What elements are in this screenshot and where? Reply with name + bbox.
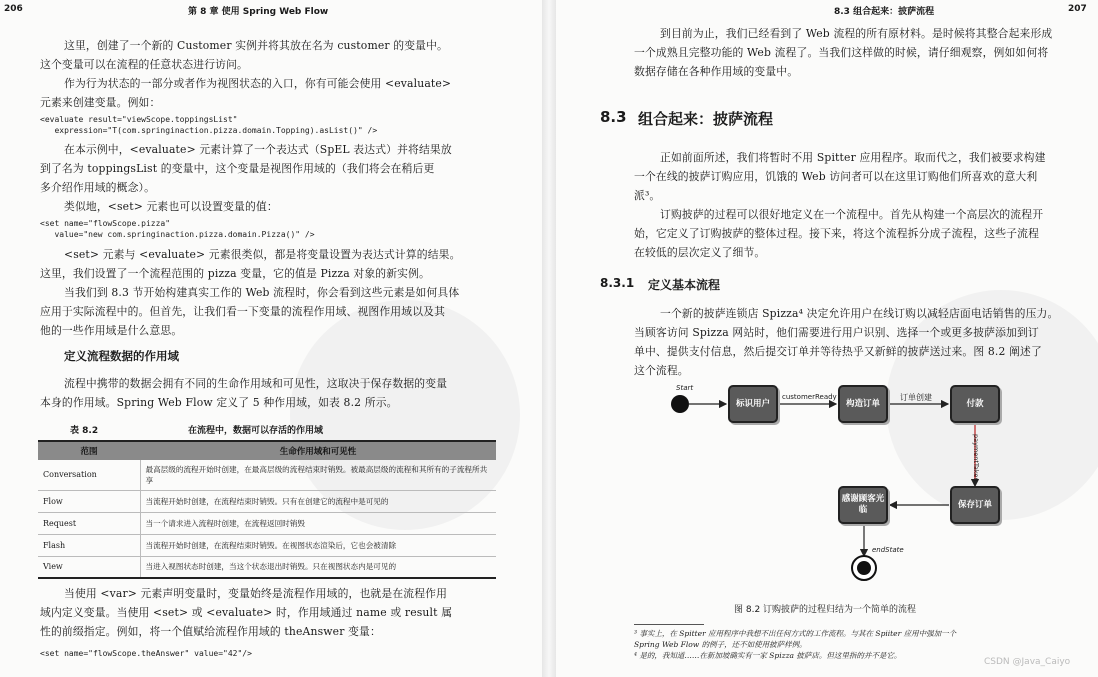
subsection-number: 8.3.1 xyxy=(600,276,635,290)
paragraph-line: 他的一些作用域是什么意思。 xyxy=(40,324,183,337)
paragraph-line: 到目前为止，我们已经看到了 Web 流程的所有原材料。是时候将其整合起来形成 xyxy=(660,27,1053,40)
table-cell-scope: Flash xyxy=(38,534,140,556)
table-cell-desc: 当一个请求进入流程时创建，在流程返回时销毁 xyxy=(140,512,496,534)
watermark-text: CSDN @Java_Caiyo xyxy=(984,657,1071,667)
paragraph-line: 元素来创建变量。例如： xyxy=(40,96,161,109)
table-row xyxy=(38,556,496,578)
flow-diagram-arrows xyxy=(556,0,1098,677)
figure-caption: 图 8.2 订购披萨的过程归结为一个简单的流程 xyxy=(734,605,917,615)
left-page xyxy=(0,0,542,677)
table-header: 范围 xyxy=(38,441,140,460)
paragraph-line: 当顾客访问 Spizza 网站时，他们需要进行用户识别、选择一个或更多披萨添加到订 xyxy=(634,326,1039,339)
paragraph-line: 在本示例中，<evaluate> 元素计算了一个表达式（SpEL 表达式）并将结果放 xyxy=(64,143,452,156)
table-cell-scope: Conversation xyxy=(38,460,140,490)
paragraph-line: 单中、提供支付信息，然后提交订单并等待热乎又新鲜的披萨送过来。图 8.2 阐述了 xyxy=(634,345,1042,358)
footnote: Spring Web Flow 的例子，还不如使用披萨样例。 xyxy=(634,640,807,649)
table-row xyxy=(38,460,496,490)
paragraph-line: 在较低的层次定义了细节。 xyxy=(634,246,766,259)
paragraph-line: 一个成熟且完整功能的 Web 流程了。当我们这样做的时候，请仔细观察，例如如何将 xyxy=(634,46,1049,59)
table-header: 生命作用域和可见性 xyxy=(140,441,496,460)
paragraph-line: 这个流程。 xyxy=(634,364,689,377)
footnote: ³ 事实上，在 Spitter 应用程序中我想不出任何方式的工作流程。与其在 Spiiter 应用中强加一个 xyxy=(634,629,957,638)
end-label: endState xyxy=(872,546,904,554)
table-row xyxy=(38,534,496,556)
paragraph-line: 一个新的披萨连锁店 Spizza⁴ 决定允许用户在线订购以减轻店面电话销售的压力。 xyxy=(660,307,1059,320)
right-page xyxy=(556,0,1098,677)
code-block: <evaluate result="viewScope.toppingsList" expression="T(com.springinaction.pizza.domain.Topping).asList()" /> xyxy=(40,115,378,135)
paragraph-line: 这里，创建了一个新的 Customer 实例并将其放在名为 customer 的变量中。 xyxy=(64,39,449,52)
paragraph-line: 当我们到 8.3 节开始构建真实工作的 Web 流程时，你会看到这些元素是如何具体 xyxy=(64,286,460,299)
paragraph-line: 流程中携带的数据会拥有不同的生命作用域和可见性，这取决于保存数据的变量 xyxy=(64,377,448,390)
scope-table xyxy=(38,440,496,579)
node-build-order: 构造订单 xyxy=(838,385,888,423)
paragraph-line: 本身的作用域。Spring Web Flow 定义了 5 种作用域，如表 8.2 所示。 xyxy=(40,396,398,409)
table-number: 表 8.2 xyxy=(70,426,99,436)
start-state-icon xyxy=(671,395,689,413)
table-cell-desc: 最高层级的流程开始时创建，在最高层级的流程结束时销毁。被最高层级的流程和其所有的子流程所共享 xyxy=(140,460,496,490)
table-cell-desc: 当流程开始时创建，在流程结束时销毁。只有在创建它的流程中是可见的 xyxy=(140,490,496,512)
code-block: <set name="flowScope.theAnswer" value="42"/> xyxy=(40,649,252,658)
end-state-dot xyxy=(857,561,871,575)
paragraph-line: 作为行为状态的一部分或者作为视图状态的入口，你有可能会使用 <evaluate> xyxy=(64,77,452,90)
book-gutter xyxy=(542,0,556,677)
transition-label: paymentTaken xyxy=(972,434,980,482)
section-heading: 定义流程数据的作用域 xyxy=(64,349,179,363)
node-take-payment: 付款 xyxy=(950,385,1000,423)
left-running-header: 第 8 章 使用 Spring Web Flow xyxy=(188,7,329,17)
code-block: <set name="flowScope.pizza" value="new com.springinaction.pizza.domain.Pizza()" /> xyxy=(40,219,315,239)
subsection-title: 定义基本流程 xyxy=(648,278,721,292)
right-running-header: 8.3 组合起来：披萨流程 xyxy=(834,7,935,17)
section-title: 组合起来：披萨流程 xyxy=(638,110,774,128)
start-label: Start xyxy=(676,384,694,392)
left-page-number: 206 xyxy=(4,4,23,14)
right-page-number: 207 xyxy=(1068,4,1087,14)
paragraph-line: 这个变量可以在流程的任意状态进行访问。 xyxy=(40,58,248,71)
transition-label: customerReady xyxy=(782,393,837,401)
table-row xyxy=(38,512,496,534)
paragraph-line: 当使用 <var> 元素声明变量时，变量始终是流程作用域的，也就是在流程作用 xyxy=(64,587,448,600)
footnote: ⁴ 是的，我知道……在新加坡确实有一家 Spizza 披萨店。但这里指的并不是它。 xyxy=(634,651,902,660)
table-cell-desc: 当流程开始时创建，在流程结束时销毁。在视图状态渲染后，它也会被清除 xyxy=(140,534,496,556)
paragraph-line: 始，它定义了订购披萨的整体过程。接下来，将这个流程拆分成子流程，这些子流程 xyxy=(634,227,1040,240)
table-cell-scope: Flow xyxy=(38,490,140,512)
table-row xyxy=(38,490,496,512)
paragraph-line: 数据存储在各种作用域的变量中。 xyxy=(634,65,799,78)
paragraph-line: 派³。 xyxy=(634,189,661,202)
node-thank-customer: 感谢顾客光临 xyxy=(838,486,888,524)
footnote-divider xyxy=(634,624,704,625)
paragraph-line: 多介绍作用域的概念）。 xyxy=(40,181,156,194)
paragraph-line: 一个在线的披萨订购应用，饥饿的 Web 访问者可以在这里订购他们所喜欢的意大利 xyxy=(634,170,1038,183)
paragraph-line: 类似地，<set> 元素也可以设置变量的值： xyxy=(64,200,278,213)
paragraph-line: 正如前面所述，我们将暂时不用 Spitter 应用程序。取而代之，我们被要求构建 xyxy=(660,151,1046,164)
table-caption: 在流程中，数据可以存活的作用域 xyxy=(188,426,324,436)
node-identify-customer: 标识用户 xyxy=(728,385,778,423)
transition-label: 订单创建 xyxy=(900,393,932,402)
table-cell-scope: View xyxy=(38,556,140,578)
paragraph-line: 域内定义变量。当使用 <set> 或 <evaluate> 时，作用域通过 name 或 result 属 xyxy=(40,606,453,619)
paragraph-line: 订购披萨的过程可以很好地定义在一个流程中。首先从构建一个高层次的流程开 xyxy=(660,208,1044,221)
section-number: 8.3 xyxy=(600,108,627,126)
table-cell-scope: Request xyxy=(38,512,140,534)
table-cell-desc: 当进入视图状态时创建，当这个状态退出时销毁。只在视图状态内是可见的 xyxy=(140,556,496,578)
paragraph-line: 这里，我们设置了一个流程范围的 pizza 变量，它的值是 Pizza 对象的新实例。 xyxy=(40,267,430,280)
paragraph-line: 性的前缀指定。例如，将一个值赋给流程作用域的 theAnswer 变量： xyxy=(40,625,381,638)
paragraph-line: <set> 元素与 <evaluate> 元素很类似，都是将变量设置为表达式计算的结果。 xyxy=(64,248,461,261)
node-save-order: 保存订单 xyxy=(950,486,1000,524)
paragraph-line: 到了名为 toppingsList 的变量中，这个变量是视图作用域的（我们将会在稍后更 xyxy=(40,162,435,175)
paragraph-line: 应用于实际流程中的。但首先，让我们看一下变量的流程作用域、视图作用域以及其 xyxy=(40,305,446,318)
